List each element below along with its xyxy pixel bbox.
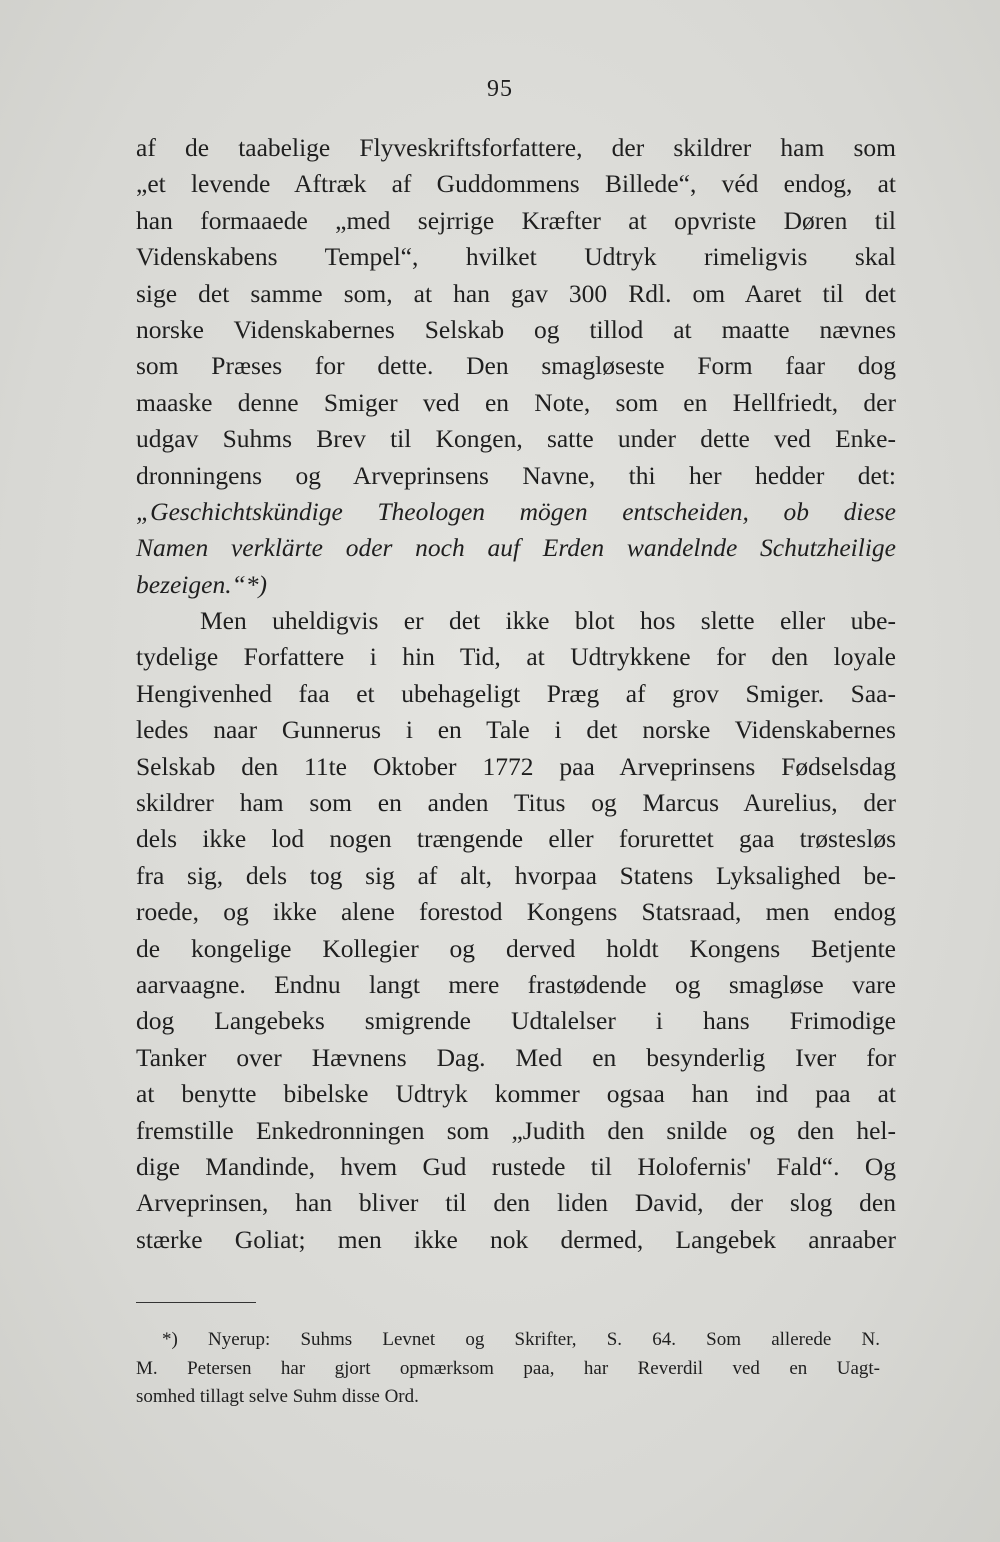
footnote bbox=[136, 1326, 880, 1412]
text-line: sige det samme som, at han gav 300 Rdl. om Aaret til det bbox=[136, 278, 896, 308]
footnote-line: M. Petersen har gjort opmærksom paa, har Reverdil ved en Uagt- bbox=[136, 1357, 880, 1379]
text-line: tydelige Forfattere i hin Tid, at Udtrykkene for den loyale bbox=[136, 642, 896, 672]
text-line: ledes naar Gunnerus i en Tale i det norske Videnskabernes bbox=[136, 715, 896, 745]
text-line: Videnskabens Tempel“, hvilket Udtryk rimeligvis skal bbox=[136, 242, 896, 272]
text-line: norske Videnskabernes Selskab og tillod at maatte nævnes bbox=[136, 314, 896, 344]
text-line: af de taabelige Flyveskriftsforfattere, der skildrer ham som bbox=[136, 133, 896, 162]
text-line: at benytte bibelske Udtryk kommer ogsaa han ind paa at bbox=[136, 1079, 896, 1109]
text-line: dels ikke lod nogen trængende eller forurettet gaa trøstesløs bbox=[136, 824, 896, 854]
text-line: han formaaede „med sejrrige Kræfter at opvriste Døren til bbox=[136, 205, 896, 235]
text-line: fremstille Enkedronningen som „Judith den snilde og den hel- bbox=[136, 1115, 896, 1145]
footnote-divider bbox=[136, 1302, 256, 1303]
text-line: som Præses for dette. Den smagløseste Form faar dog bbox=[136, 351, 896, 381]
page-number: 95 bbox=[487, 76, 513, 102]
german-quote-line: „Geschichtskündige Theologen mögen entscheiden, ob diese bbox=[136, 496, 896, 526]
text-line: dog Langebeks smigrende Udtalelser i hans Frimodige bbox=[136, 1006, 896, 1036]
text-line: Tanker over Hævnens Dag. Med en besynderlig Iver for bbox=[136, 1042, 896, 1072]
text-line: stærke Goliat; men ikke nok dermed, Langebek anraaber bbox=[136, 1224, 896, 1254]
text-line: Selskab den 11te Oktober 1772 paa Arveprinsens Fødselsdag bbox=[136, 751, 896, 781]
text-line: dronningens og Arveprinsens Navne, thi her hedder det: bbox=[136, 460, 896, 490]
text-line: roede, og ikke alene forestod Kongens Statsraad, men endog bbox=[136, 897, 896, 927]
text-line: Men uheldigvis er det ikke blot hos slette eller ube- bbox=[200, 606, 896, 636]
text-line: aarvaagne. Endnu langt mere frastødende og smagløse vare bbox=[136, 969, 896, 999]
text-line: udgav Suhms Brev til Kongen, satte under dette ved Enke- bbox=[136, 424, 896, 454]
german-quote-line: bezeigen.“*) bbox=[136, 569, 268, 599]
text-line: dige Mandinde, hvem Gud rustede til Holofernis' Fald“. Og bbox=[136, 1151, 896, 1181]
footnote-line: somhed tillagt selve Suhm disse Ord. bbox=[136, 1386, 419, 1407]
text-line: Hengivenhed faa et ubehageligt Præg af grov Smiger. Saa- bbox=[136, 678, 896, 708]
text-line: fra sig, dels tog sig af alt, hvorpaa Statens Lyksalighed be- bbox=[136, 860, 896, 890]
german-quote-line: Namen verklärte oder noch auf Erden wandelnde Schutzheilige bbox=[136, 533, 896, 563]
text-line: Arveprinsen, han bliver til den liden David, der slog den bbox=[136, 1188, 896, 1218]
text-line: „et levende Aftræk af Guddommens Billede“, véd endog, at bbox=[136, 169, 896, 199]
text-line: de kongelige Kollegier og derved holdt Kongens Betjente bbox=[136, 933, 896, 963]
body-text bbox=[136, 130, 896, 1258]
text-line: skildrer ham som en anden Titus og Marcus Aurelius, der bbox=[136, 788, 896, 818]
footnote-line: *) Nyerup: Suhms Levnet og Skrifter, S. 64. Som allerede N. bbox=[162, 1329, 880, 1350]
text-line: maaske denne Smiger ved en Note, som en Hellfriedt, der bbox=[136, 387, 896, 417]
